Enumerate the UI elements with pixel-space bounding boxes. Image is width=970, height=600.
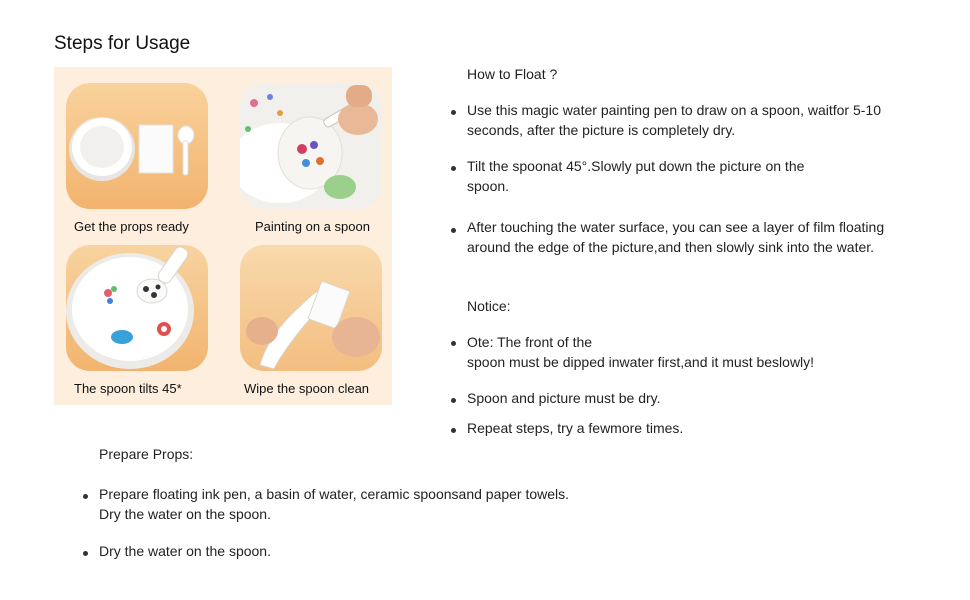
step-image-painting xyxy=(240,83,382,209)
bullet-icon xyxy=(451,166,456,171)
item-line: Spoon and picture must be dry. xyxy=(467,390,661,406)
step-caption-props: Get the props ready xyxy=(74,219,189,234)
how-to-float-item xyxy=(467,156,804,196)
step-image-spoon-tilt xyxy=(66,245,208,371)
item-line: After touching the water surface, you can see a layer of film floating xyxy=(467,219,885,235)
step-image-wipe xyxy=(240,245,382,371)
prepare-props-item xyxy=(99,484,569,524)
item-line: Dry the water on the spoon. xyxy=(99,543,271,559)
step-caption-painting: Painting on a spoon xyxy=(255,219,370,234)
item-line: spoon. xyxy=(467,178,510,194)
how-to-float-item xyxy=(467,217,884,257)
step-caption-spoon-tilt: The spoon tilts 45* xyxy=(74,381,182,396)
item-line: seconds, after the picture is completely dry. xyxy=(467,122,736,138)
notice-item xyxy=(467,332,814,372)
item-line: Prepare floating ink pen, a basin of water, ceramic spoonsand paper towels. xyxy=(99,486,570,502)
item-line: Repeat steps, try a fewmore times. xyxy=(467,420,684,436)
steps-image-panel xyxy=(54,67,392,405)
bullet-icon xyxy=(451,398,456,403)
how-to-float-item xyxy=(467,100,881,140)
how-to-float-heading: How to Float ? xyxy=(467,66,558,82)
step-caption-wipe: Wipe the spoon clean xyxy=(244,381,370,396)
notice-item xyxy=(467,388,661,408)
item-line: Ote: The front of the xyxy=(467,334,593,350)
item-line: Tilt the spoonat 45°.Slowly put down the picture on the xyxy=(467,158,805,174)
item-line: spoon must be dipped inwater first,and it must beslowly! xyxy=(467,354,815,370)
item-line: around the edge of the picture,and then slowly sink into the water. xyxy=(467,239,875,255)
page-title: Steps for Usage xyxy=(54,33,191,54)
step-image-props xyxy=(66,83,208,209)
item-line: Dry the water on the spoon. xyxy=(99,506,271,522)
bullet-icon xyxy=(451,428,456,433)
notice-item xyxy=(467,418,683,438)
bullet-icon xyxy=(451,341,456,346)
prepare-props-heading: Prepare Props: xyxy=(99,446,194,462)
notice-heading: Notice: xyxy=(467,298,511,314)
bullet-icon xyxy=(451,110,456,115)
bullet-icon xyxy=(451,228,456,233)
prepare-props-item xyxy=(99,541,271,561)
item-line: Use this magic water painting pen to draw on a spoon, waitfor 5-10 xyxy=(467,102,882,118)
bullet-icon xyxy=(83,494,88,499)
bullet-icon xyxy=(83,551,88,556)
